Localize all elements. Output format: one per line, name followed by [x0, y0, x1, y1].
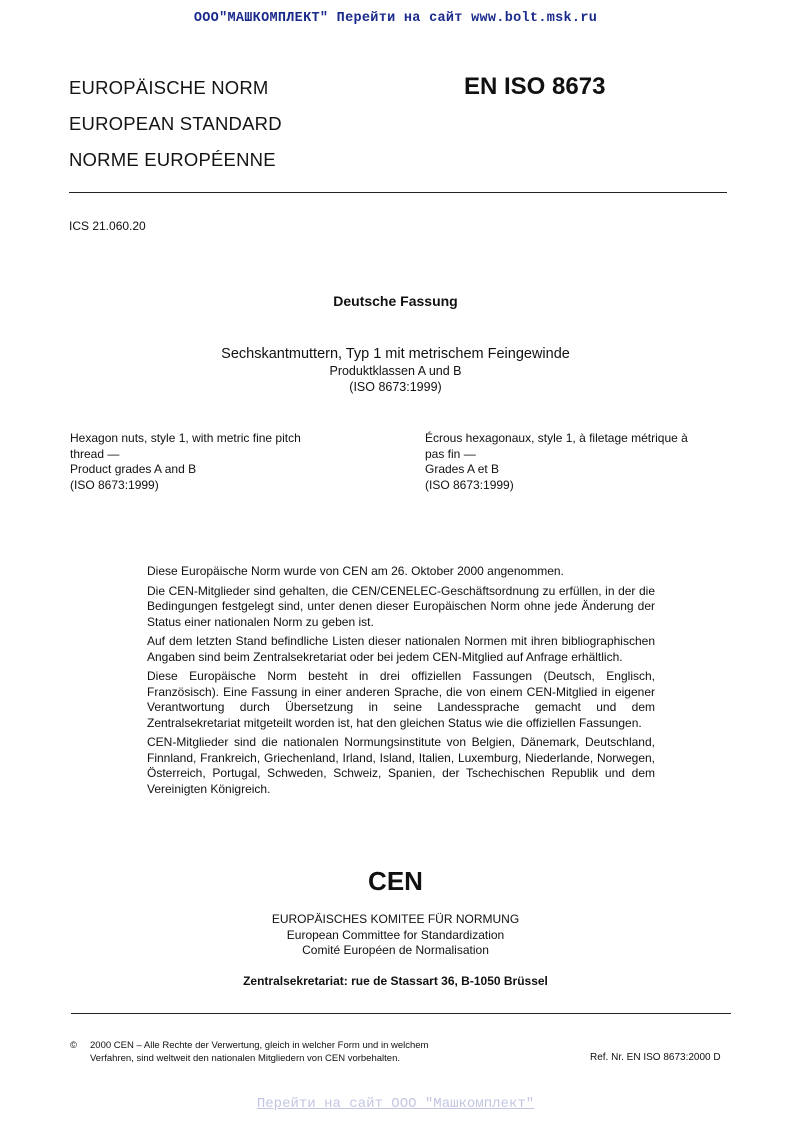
- norm-title-de: EUROPÄISCHE NORM: [69, 77, 269, 98]
- header-divider: [69, 192, 727, 193]
- title-french-line: Écrous hexagonaux, style 1, à filetage métrique à: [425, 431, 688, 445]
- subtitle-line: Produktklassen A und B: [329, 364, 462, 378]
- title-french-line: (ISO 8673:1999): [425, 477, 514, 492]
- bottom-site-link[interactable]: Перейти на сайт ООО "Машкомплект": [256, 1096, 535, 1112]
- cen-logo: CEN: [368, 866, 423, 896]
- title-english-line: Hexagon nuts, style 1, with metric fine pitch: [70, 431, 301, 445]
- top-banner-link[interactable]: ООО"МАШКОМПЛЕКТ" Перейти на сайт www.bolt.msk.ru: [193, 11, 598, 26]
- copyright-notice: [70, 1039, 530, 1065]
- committee-name-line: Comité Européen de Normalisation: [302, 943, 489, 957]
- committee-names: [0, 912, 791, 959]
- subtitle-german: [0, 363, 791, 395]
- title-french-line: Grades A et B: [425, 462, 500, 476]
- title-english-line: thread —: [70, 446, 120, 461]
- body-paragraph: Diese Europäische Norm besteht in drei offiziellen Fassungen (Deutsch, Englisch, Französisch). Eine Fassung in einer anderen Sprache, die von einem CEN-Mitglied in eigener Verantwortung durch Übersetzung in seine Landessprache gemacht und dem Zentralsekretariat mitgeteilt worden ist, hat den gleichen Status wie die offiziellen Fassungen.: [147, 669, 655, 730]
- copyright-line: Verfahren, sind weltweit den nationalen Mitgliedern von CEN vorbehalten.: [90, 1053, 400, 1064]
- norm-title-en: EUROPEAN STANDARD: [69, 113, 282, 134]
- title-french-line: pas fin —: [425, 446, 476, 461]
- title-german: Sechskantmuttern, Typ 1 mit metrischem Feingewinde: [221, 346, 570, 362]
- title-english: [70, 431, 370, 493]
- body-text: [147, 564, 655, 801]
- committee-name-line: EUROPÄISCHES KOMITEE FÜR NORMUNG: [271, 912, 520, 926]
- committee-name-line: European Committee for Standardization: [286, 927, 505, 942]
- body-paragraph: Die CEN-Mitglieder sind gehalten, die CEN/CENELEC-Geschäftsordnung zu erfüllen, in der die Bedingungen festgelegt sind, unter denen dieser Europäischen Norm ohne jede Änderung der Status einer nationalen Norm zu geben ist.: [147, 583, 655, 629]
- secretariat-address: Zentralsekretariat: rue de Stassart 36, B-1050 Brüssel: [243, 974, 548, 988]
- title-french: [425, 431, 725, 493]
- version-label: Deutsche Fassung: [333, 293, 458, 309]
- copyright-symbol: ©: [70, 1040, 77, 1051]
- body-paragraph: Auf dem letzten Stand befindliche Listen dieser nationalen Normen mit ihren bibliographischen Angaben sind beim Zentralsekretariat oder bei jedem CEN-Mitglied auf Anfrage erhältlich.: [147, 634, 655, 664]
- copyright-line: 2000 CEN – Alle Rechte der Verwertung, gleich in welcher Form und in welchem: [90, 1040, 429, 1051]
- footer-divider: [71, 1013, 731, 1014]
- norm-title-fr: NORME EUROPÉENNE: [69, 149, 276, 170]
- standard-number: EN ISO 8673: [464, 73, 606, 100]
- document-reference: Ref. Nr. EN ISO 8673:2000 D: [590, 1052, 721, 1063]
- subtitle-line: (ISO 8673:1999): [349, 380, 442, 394]
- title-english-line: (ISO 8673:1999): [70, 477, 159, 492]
- body-paragraph: CEN-Mitglieder sind die nationalen Normungsinstitute von Belgien, Dänemark, Deutschland, Finnland, Frankreich, Griechenland, Irland, Island, Italien, Luxemburg, Niederlande, Norwegen, Österreich, Portugal, Schweden, Schweiz, Spanien, der Tschechischen Republik und dem Vereinigten Königreich.: [147, 735, 655, 796]
- body-paragraph: Diese Europäische Norm wurde von CEN am 26. Oktober 2000 angenommen.: [147, 564, 564, 578]
- title-english-line: Product grades A and B: [70, 462, 197, 476]
- ics-code: ICS 21.060.20: [69, 219, 146, 233]
